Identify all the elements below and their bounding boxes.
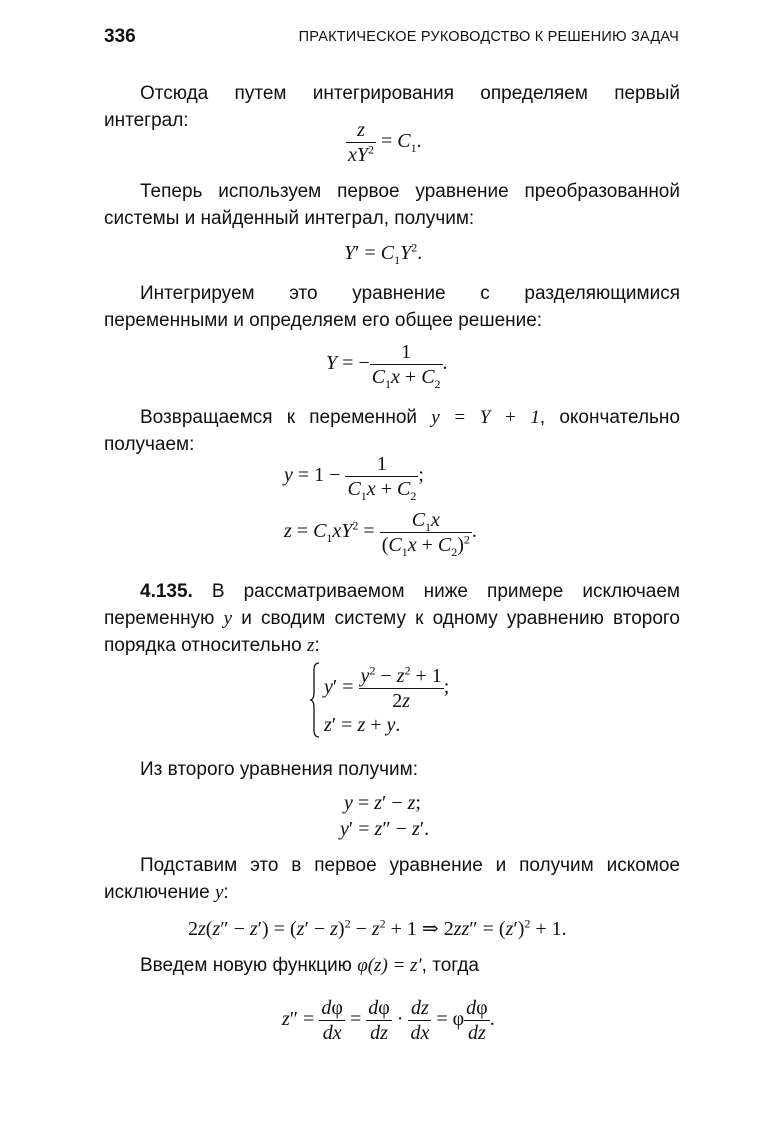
problem-number: 4.135. — [140, 581, 193, 602]
equation-chain-rule: z″ = $\frac{d\varphi}{dx}$ = $\frac{d\varphi}{dz}$ · $\frac{dz}{dx}$ = φ $\frac{d\varphi}{dz}$ . — [282, 997, 495, 1044]
equation-z-solution: $z = C_1xY^2$ = $\frac{C_1x}{(C_1x + C_2)^2}$ . — [284, 509, 477, 559]
paragraph-new-function: Введем новую функцию φ(z) = z′, тогда — [140, 955, 479, 976]
equation-second-order: $2z(z'' - z') = (z' - z)^2 - z^2 + 1$ ⇒ $2zz'' = (z')^2 + 1$. — [188, 916, 567, 940]
paragraph-problem-4-135: 4.135. В рассматриваемом ниже примере исключаем переменную y и сводим систему к одному уравнению второго порядка относительно z: — [104, 581, 680, 656]
paragraph-use-first-equation: Теперь используем первое уравнение преобразованной системы и найденный интеграл, получим: — [104, 181, 680, 229]
equation-y-expr: y = z′ − z; — [344, 792, 421, 814]
page-number: 336 — [104, 26, 136, 47]
running-title: ПРАКТИЧЕСКОЕ РУКОВОДСТВО К РЕШЕНИЮ ЗАДАЧ — [298, 29, 679, 45]
paragraph-separable: Интегрируем это уравнение с разделяющимися переменными и определяем его общее решение: — [104, 283, 680, 331]
equation-general-solution: Y = − $\frac{1}{C_1x + C_2}$ . — [326, 341, 448, 391]
equation-y-prime-expr: y′ = z″ − z′. — [340, 818, 430, 840]
paragraph-first-integral: Отсюда путем интегрирования определяем первый интеграл: — [104, 83, 680, 131]
system-brace — [310, 662, 320, 738]
paragraph-from-second: Из второго уравнения получим: — [140, 759, 418, 780]
equation-first-integral: $\frac{z}{xY^2}$ = $C_1$. — [348, 119, 422, 166]
paragraph-return-variable: Возвращаемся к переменной y = Y + 1, окончательно получаем: — [104, 407, 680, 455]
equation-system-second: z′ = z + y. — [324, 714, 401, 736]
paragraph-substitute: Подставим это в первое уравнение и получим искомое исключение y: — [104, 855, 680, 903]
equation-y-prime: $Y' = C_1Y^2$. — [344, 240, 423, 267]
equation-y-solution: y = 1 − $\frac{1}{C_1x + C_2}$ ; — [284, 453, 424, 503]
equation-system-first: y′ = $\frac{y^2 - z^2 + 1}{2z}$ ; — [324, 663, 450, 712]
